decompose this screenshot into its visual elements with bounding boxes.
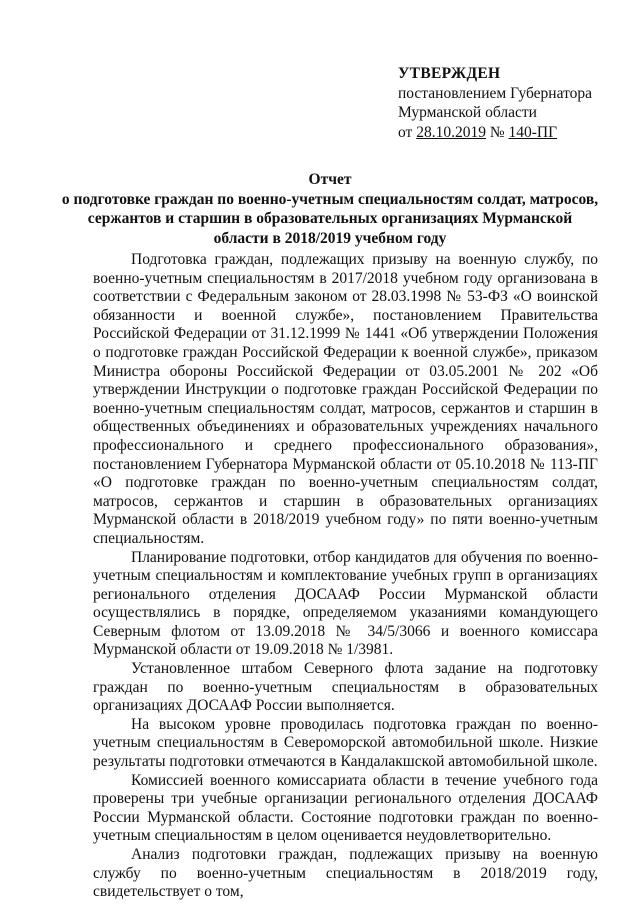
document-body <box>93 251 598 902</box>
document-title <box>60 170 600 248</box>
approval-line-1: постановлением Губернатора <box>398 84 593 102</box>
paragraph-6: Анализ подготовки граждан, подлежащих призыву на военную службу по военно-учетным специальностям в 2018/2019 году, свидетельствует о том, <box>93 846 598 901</box>
approval-date-line <box>398 123 592 143</box>
approval-heading: УТВЕРЖДЕН <box>398 65 501 82</box>
approval-line-2: Мурманской области <box>398 104 537 121</box>
paragraph-5: Комиссией военного комиссариата области в течение учебного года проверены три учебные организации регионального отделения ДОСААФ России Мурманской области. Состояние подготовки граждан по военно-учетным специальностям в целом оценивается неудовлетворительно. <box>93 771 598 845</box>
number-prefix: № <box>489 123 505 141</box>
title-line-1: Отчет <box>308 171 352 188</box>
title-line-2: о подготовке граждан по военно-учетным специальностям солдат, матросов, сержантов и старшин в образовательных организациях Мурманской области в 2018/2019 учебном году <box>61 190 599 247</box>
approval-number: 140-ПГ <box>508 123 558 141</box>
date-prefix: от <box>398 123 413 141</box>
approval-block <box>398 64 592 142</box>
approval-date: 28.10.2019 <box>416 123 486 141</box>
paragraph-4: На высоком уровне проводилась подготовка граждан по военно-учетным специальностям в Североморской автомобильной школе. Низкие результаты подготовки отмечаются в Кандалакшской автомобильной школе. <box>93 715 598 771</box>
paragraph-2: Планирование подготовки, отбор кандидатов для обучения по военно-учетным специальностям и комплектование учебных групп в организациях регионального отделения ДОСААФ России Мурманской области осуществлялись в порядке, определяемом указаниями командующего Северным флотом от 13.09.2018 № 34/5/3066 и военного комиссара Мурманской области от 19.09.2018 № 1/3981. <box>93 548 598 659</box>
paragraph-3: Установленное штабом Северного флота задание на подготовку граждан по военно-учетным специальностям в образовательных организациях ДОСААФ России выполняется. <box>93 660 598 715</box>
paragraph-1: Подготовка граждан, подлежащих призыву на военную службу, по военно-учетным специальностям в 2017/2018 учебном году организована в соответствии с Федеральным законом от 28.03.1998 № 53-ФЗ «О воинской обязанности и военной службе», постановлением Правительства Российской Федерации от 31.12.1999 № 1441 «Об утверждении Положения о подготовке граждан Российской Федерации к военной службе», приказом Министра обороны Российской Федерации от 03.05.2001 № 202 «Об утверждении Инструкции о подготовке граждан Российской Федерации по военно-учетным специальностям солдат, матросов, сержантов и старшин в общественных объединениях и образовательных учреждениях начального профессионального и среднего профессионального образования», постановлением Губернатора Мурманской области от 05.10.2018 № 113-ПГ «О подготовке граждан по военно-учетным специальностям солдат, матросов, сержантов и старшин в образовательных организациях Мурманской области в 2018/2019 учебном году» по пяти военно-учетным специальностям. <box>93 251 598 547</box>
